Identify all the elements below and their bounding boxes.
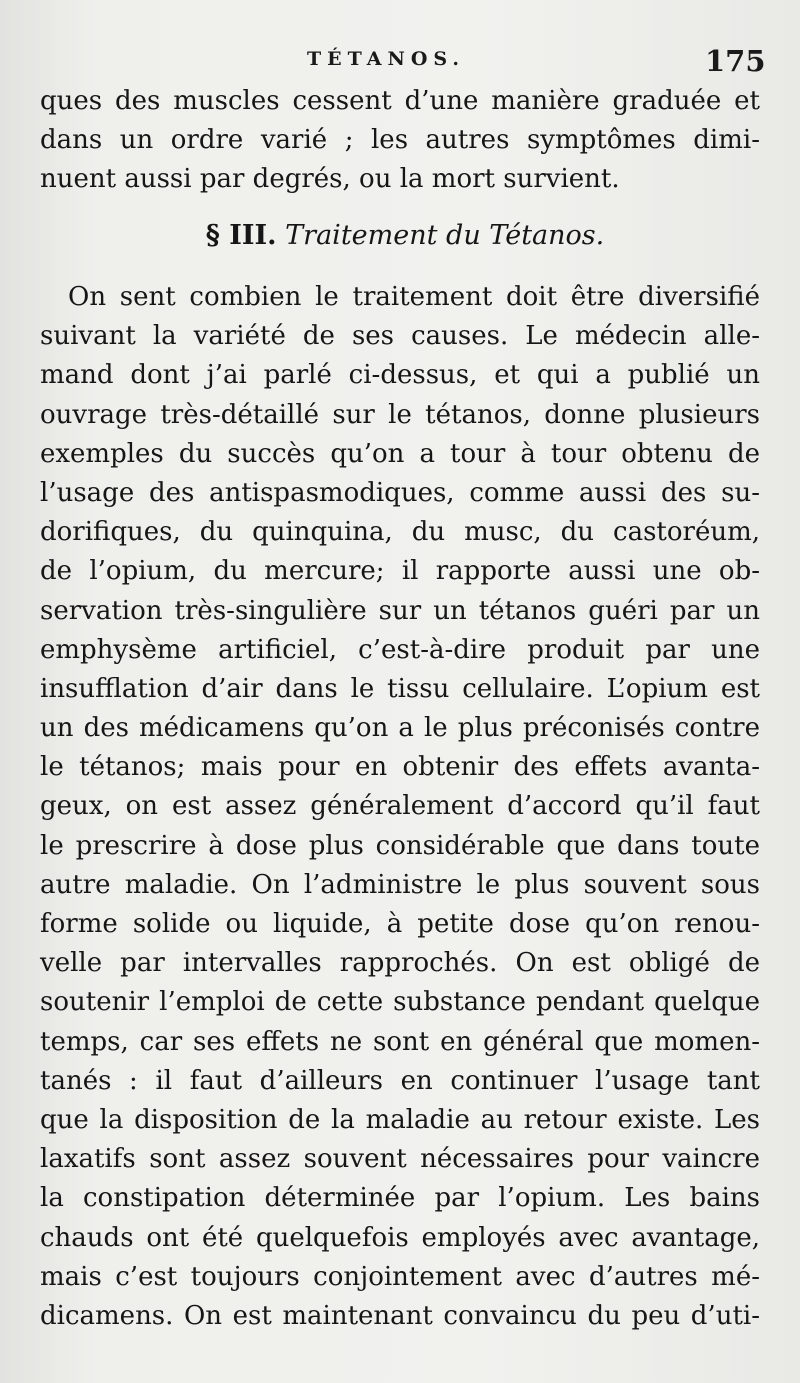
text-line: que la disposition de la maladie au retour existe. Les: [40, 1104, 760, 1135]
text-line: dorifiques, du quinquina, du musc, du castoréum,: [40, 517, 760, 548]
text-line: velle par intervalles rapprochés. On est obligé de: [40, 948, 760, 979]
text-line: un des médicamens qu’on a le plus préconisés contre: [40, 713, 760, 744]
text-line: de l’opium, du mercure; il rapporte aussi une ob-: [40, 556, 760, 587]
text-line: servation très-singulière sur un tétanos guéri par un: [40, 595, 760, 626]
text-line: dans un ordre varié ; les autres symptômes dimi-: [40, 125, 760, 156]
text-line: l’usage des antispasmodiques, comme aussi des su-: [40, 477, 760, 508]
text-line: laxatifs sont assez souvent nécessaires pour vaincre: [40, 1144, 760, 1175]
page-header: [0, 44, 800, 78]
text-line: geux, on est assez généralement d’accord qu’il faut: [40, 791, 760, 822]
text-line: mand dont j’ai parlé ci-dessus, et qui a publié un: [40, 360, 760, 391]
text-line: forme solide ou liquide, à petite dose qu’on renou-: [40, 909, 760, 939]
text-line: ouvrage très-détaillé sur le tétanos, donne plusieurs: [40, 399, 760, 430]
text-line: temps, car ses effets ne sont en général que momen-: [40, 1026, 760, 1057]
section-title: Traitement du Tétanos.: [285, 220, 605, 251]
text-line: ques des muscles cessent d’une manière graduée et: [40, 86, 760, 116]
section-heading: [0, 220, 800, 251]
text-line: nuent aussi par degrés, ou la mort survient.: [40, 164, 620, 195]
text-line: On sent combien le traitement doit être diversifié: [68, 282, 760, 312]
page-number: 175: [705, 44, 766, 78]
text-line: emphysème artificiel, c’est-à-dire produit par une: [40, 634, 760, 665]
text-line: suivant la variété de ses causes. Le médecin alle-: [40, 321, 760, 352]
running-title: TÉTANOS.: [307, 48, 466, 70]
section-number: § III.: [205, 220, 277, 251]
paragraph-main: [40, 278, 760, 1336]
text-line: insufflation d’air dans le tissu cellulaire. L’opium est: [40, 673, 760, 704]
text-line: chauds ont été quelquefois employés avec avantage,: [40, 1222, 760, 1253]
text-line: le prescrire à dose plus considérable que dans toute: [40, 830, 760, 861]
text-line: le tétanos; mais pour en obtenir des effets avanta-: [40, 752, 760, 783]
text-line: soutenir l’emploi de cette substance pendant quelque: [40, 987, 760, 1018]
text-line: exemples du succès qu’on a tour à tour obtenu de: [40, 438, 760, 469]
text-line: tanés : il faut d’ailleurs en continuer l’usage tant: [40, 1065, 760, 1096]
text-line: mais c’est toujours conjointement avec d’autres mé-: [40, 1261, 760, 1292]
text-line: la constipation déterminée par l’opium. Les bains: [40, 1183, 760, 1214]
text-line: dicamens. On est maintenant convaincu du peu d’uti-: [40, 1300, 760, 1331]
text-line: autre maladie. On l’administre le plus souvent sous: [40, 869, 760, 900]
paragraph-top: [40, 82, 760, 200]
